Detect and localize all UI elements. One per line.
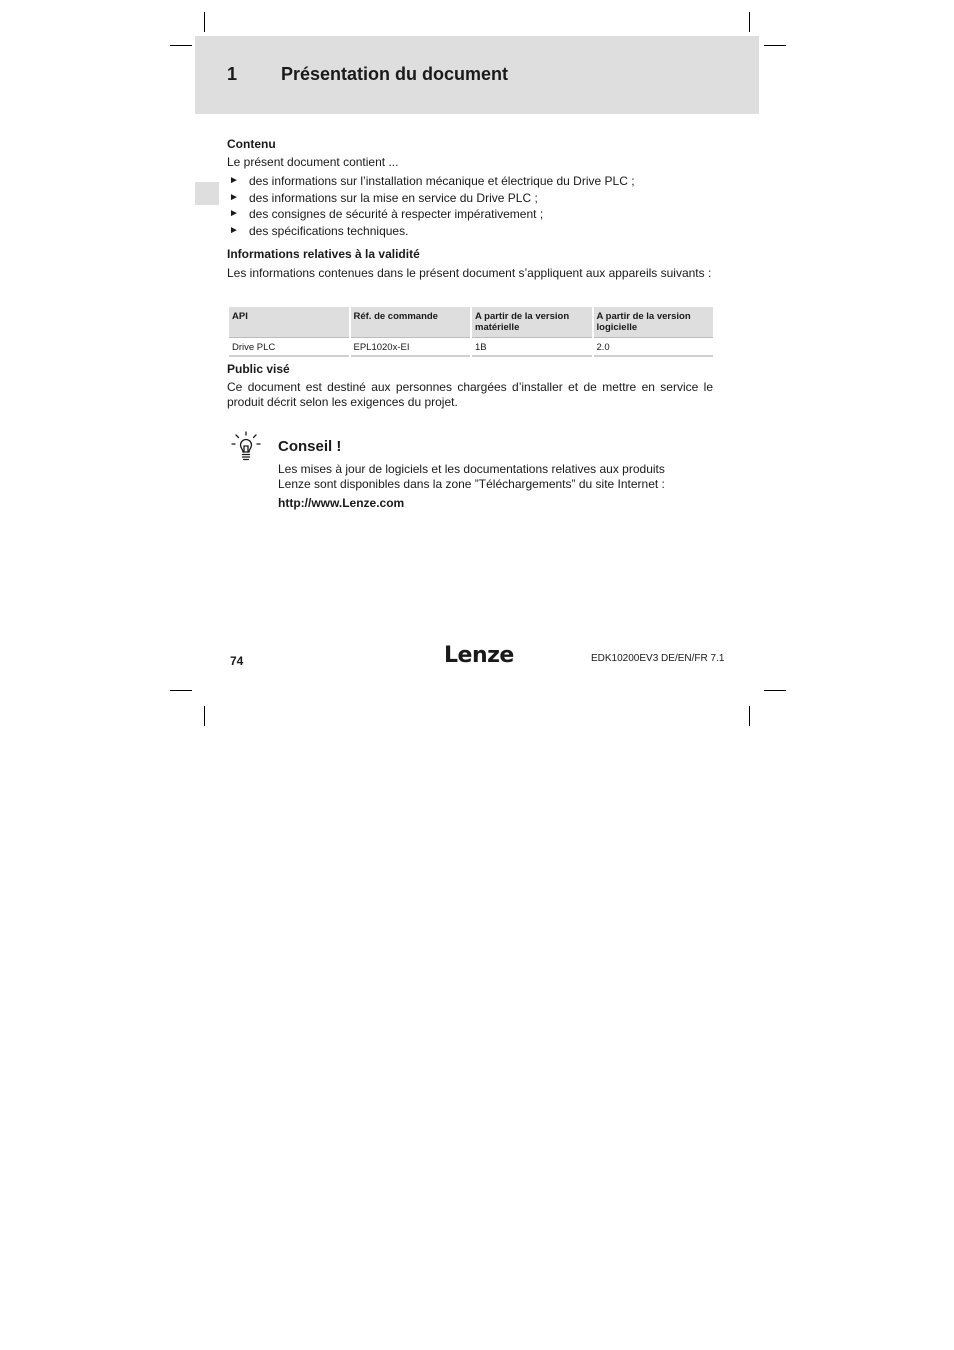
crop-mark [204,706,205,726]
chapter-title: Présentation du document [281,64,509,84]
list-item [227,190,727,207]
arrow-bullet-icon: ► [229,208,239,219]
crop-mark [764,45,786,46]
tip-text: Les mises à jour de logiciels et les documentations relatives aux produits Lenze sont disponibles dans la zone ”Téléchargements” du site Internet : [278,462,665,491]
table-cell: Drive PLC [229,337,349,357]
table-row [229,337,713,357]
page-number: 74 [230,654,244,668]
list-item-text: des informations sur la mise en service du Drive PLC ; [249,190,538,205]
validite-text: Les informations contenues dans le présent document s’appliquent aux appareils suivants : [227,266,712,280]
table-cell: 2.0 [594,337,714,357]
crop-mark [764,690,786,691]
list-item [227,206,727,223]
table-cell: 1B [472,337,592,357]
crop-mark [749,12,750,32]
table-header-cell: A partir de la version logicielle [594,307,714,337]
list-item-text: des spécifications techniques. [249,223,409,238]
table-header-row [229,307,713,337]
arrow-bullet-icon: ► [229,191,239,203]
contenu-list [227,173,727,239]
table-header-cell: API [229,307,349,337]
table-header-cell: A partir de la version matérielle [472,307,592,337]
arrow-bullet-icon: ► [229,224,239,236]
list-item-text: des consignes de sécurité à respecter impérativement ; [249,207,544,221]
validity-table [227,307,715,357]
crop-mark [749,706,750,726]
arrow-bullet-icon: ► [229,175,239,186]
chapter-number: 1 [227,64,238,84]
crop-mark [170,690,192,691]
crop-mark [204,12,205,32]
section-heading-contenu: Contenu [227,137,276,151]
table-cell: EPL1020x-EI [351,337,471,357]
crop-mark [170,45,192,46]
document-reference: EDK10200EV3 DE/EN/FR 7.1 [591,653,725,664]
public-text: Ce document est destiné aux personnes chargées d’installer et de mettre en service le produit décrit selon les exigences du projet. [227,380,713,409]
lenze-logo: Lenze [444,643,514,668]
contenu-intro: Le présent document contient ... [227,155,399,169]
section-heading-validite: Informations relatives à la validité [227,247,420,261]
table-header-cell: Réf. de commande [351,307,471,337]
list-item [227,173,727,190]
list-item [227,223,727,240]
tip-link[interactable]: http://www.Lenze.com [278,496,405,510]
list-item-text: des informations sur l’installation mécanique et électrique du Drive PLC ; [249,174,635,188]
lightbulb-icon [231,431,261,468]
section-heading-public: Public visé [227,362,290,376]
tip-title: Conseil ! [278,438,342,455]
side-tab-marker [195,182,219,205]
